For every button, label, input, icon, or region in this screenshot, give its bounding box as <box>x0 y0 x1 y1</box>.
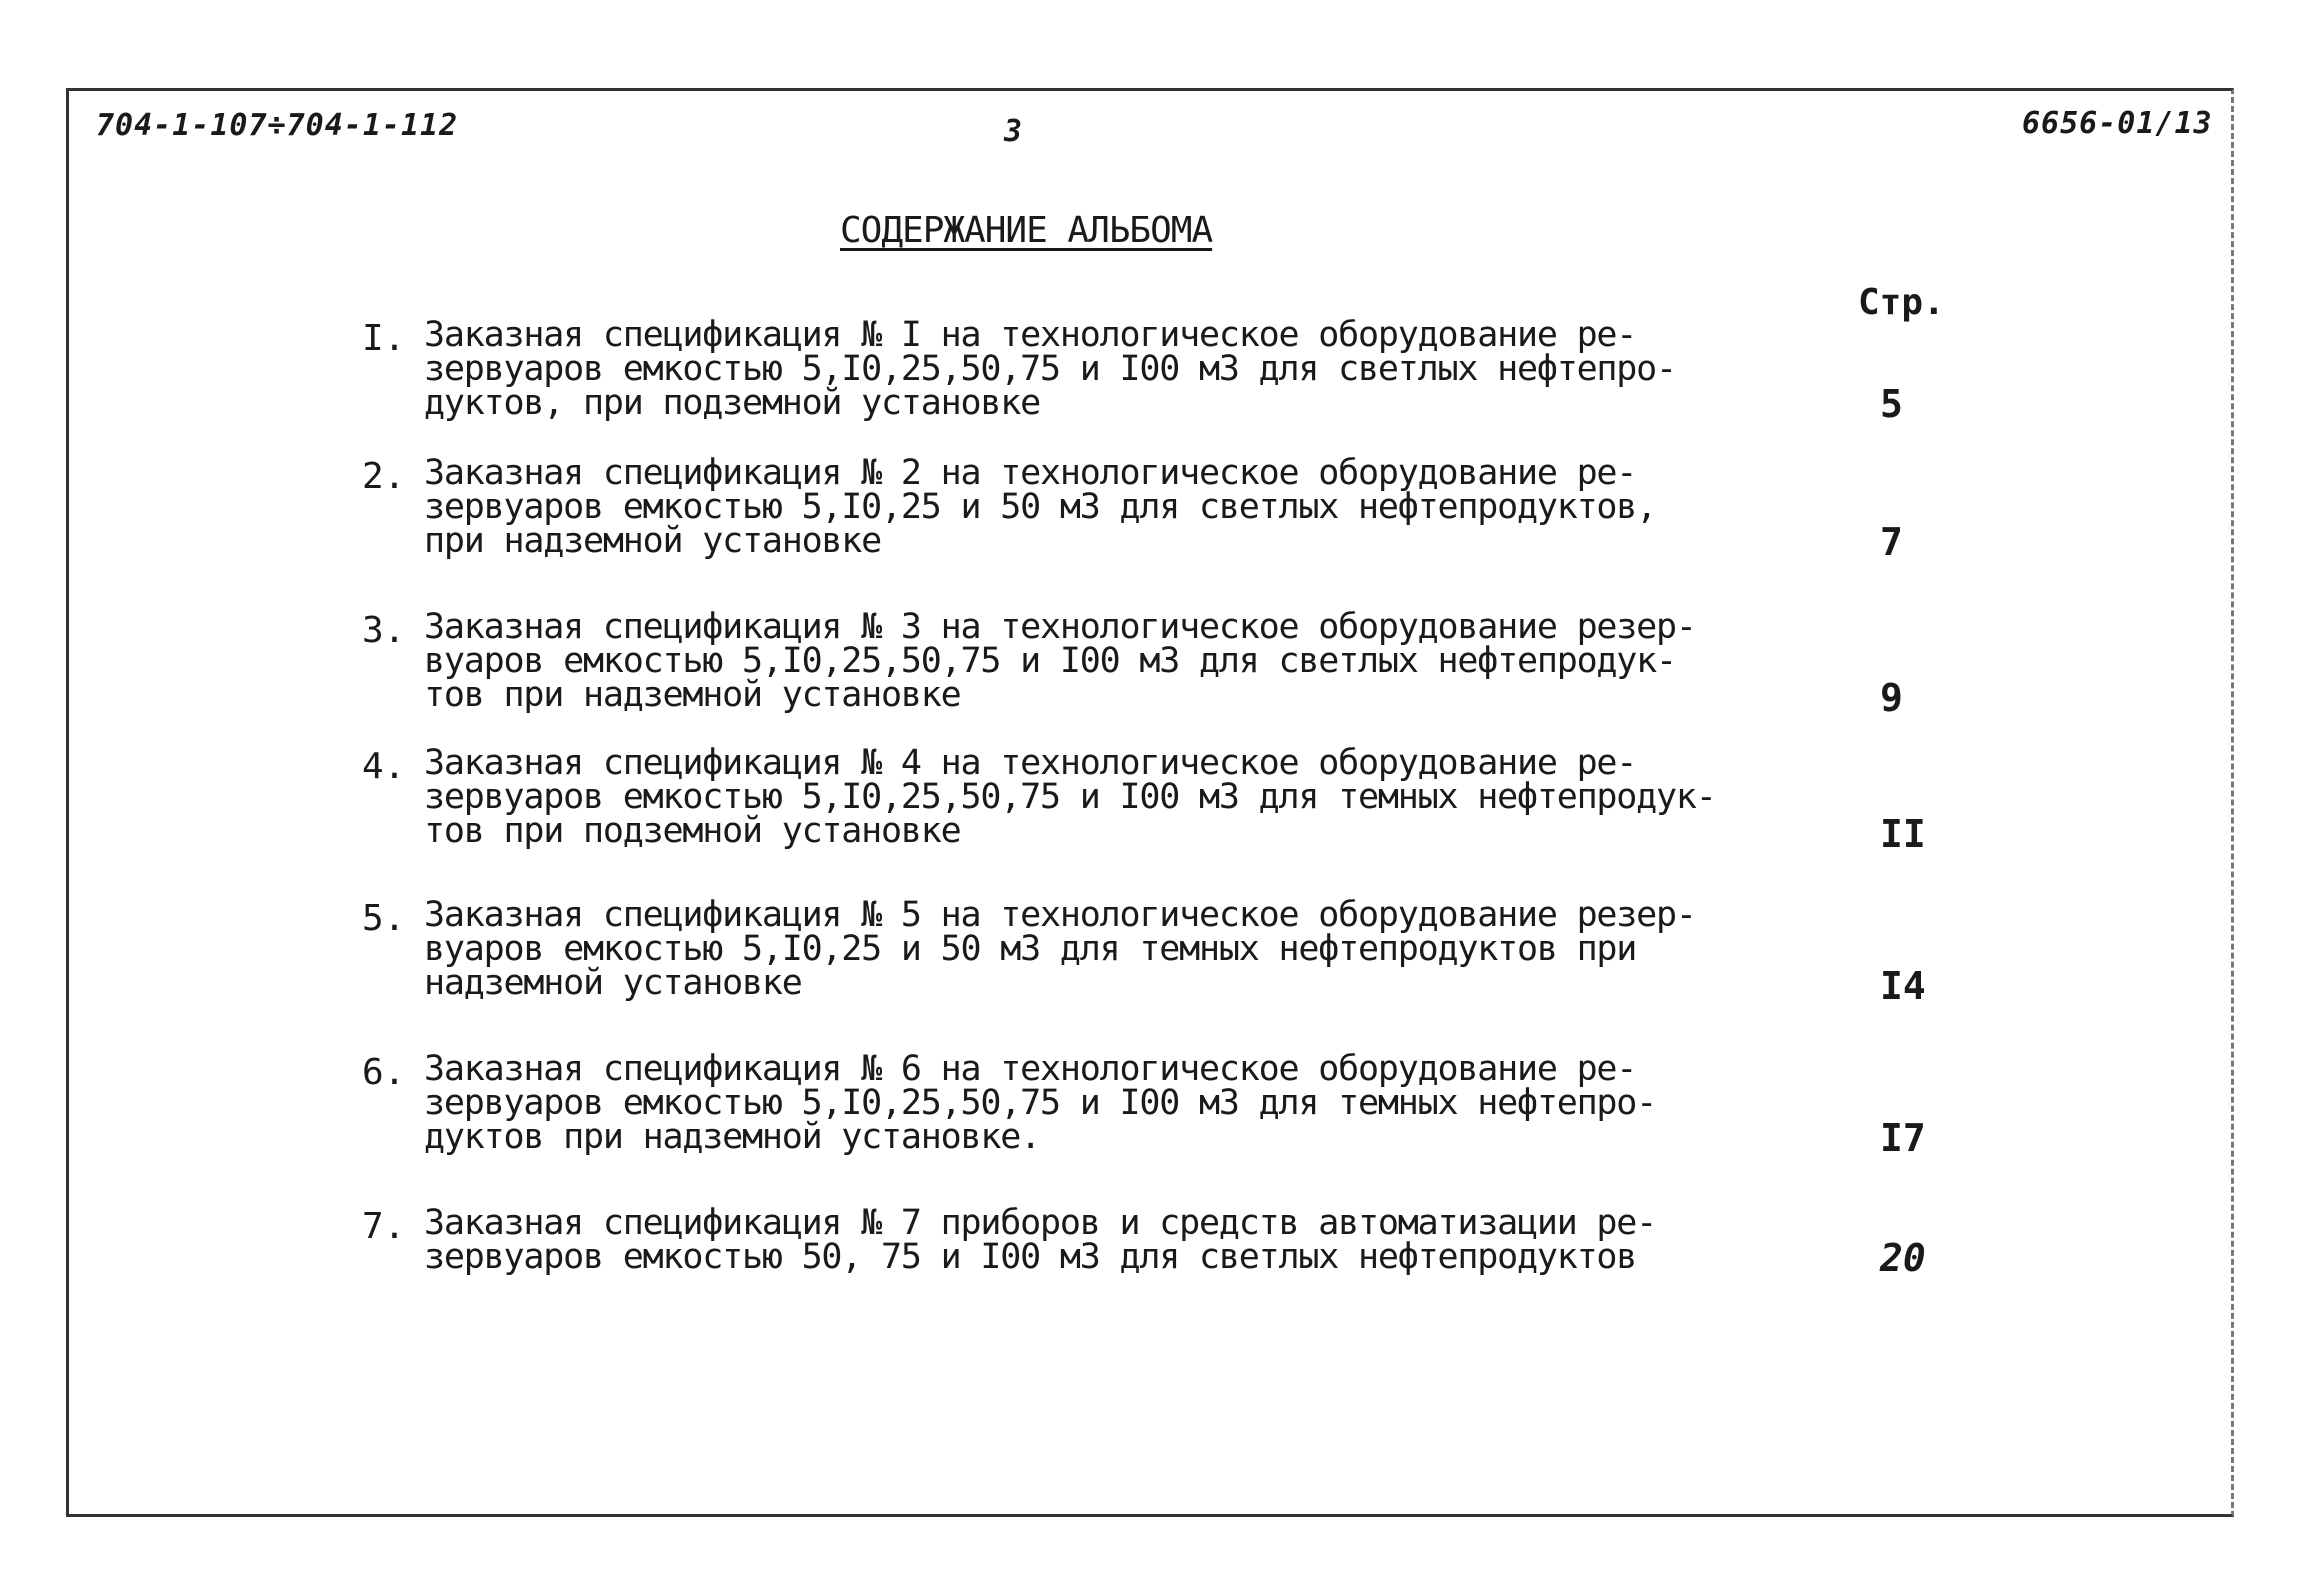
toc-entry-line: Заказная спецификация № 3 на технологическое оборудование резер- <box>424 607 1696 647</box>
toc-entry-number: 5. <box>362 898 406 939</box>
document-code-right: 6656-01/13 <box>2022 106 2213 141</box>
toc-entry-line: дуктов при надземной установке. <box>424 1117 1041 1157</box>
toc-entry-line: зервуаров емкостью 50, 75 и I00 м3 для светлых нефтепродуктов <box>424 1237 1637 1277</box>
toc-entry-page: 20 <box>1880 1236 1926 1280</box>
toc-entry-text <box>424 607 1696 715</box>
toc-entry-text <box>424 895 1696 1003</box>
toc-entry-text <box>424 743 1716 851</box>
toc-entry-line: надземной установке <box>424 963 802 1003</box>
toc-entry-page: I7 <box>1880 1116 1926 1160</box>
toc-entry-number: 3. <box>362 610 406 651</box>
toc-entry-number: 2. <box>362 456 406 497</box>
page-column-header: Стр. <box>1858 282 1945 323</box>
toc-entry-line: вуаров емкостью 5,I0,25,50,75 и I00 м3 для светлых нефтепродук- <box>424 641 1676 681</box>
toc-entry-line: тов при подземной установке <box>424 811 961 851</box>
toc-entry-line: зервуаров емкостью 5,I0,25,50,75 и I00 м3 для светлых нефтепро- <box>424 349 1676 389</box>
toc-entry-line: Заказная спецификация № 5 на технологическое оборудование резер- <box>424 895 1696 935</box>
toc-entry-text <box>424 453 1657 561</box>
toc-entry-page: II <box>1880 812 1926 856</box>
toc-entry-text <box>424 1203 1657 1277</box>
toc-entry-page: 7 <box>1880 520 1903 564</box>
toc-entry-number: 6. <box>362 1052 406 1093</box>
toc-entry-line: при надземной установке <box>424 521 882 561</box>
page-title: СОДЕРЖАНИЕ АЛЬБОМА <box>840 210 1213 251</box>
toc-entry-number: 7. <box>362 1206 406 1247</box>
toc-entry-page: 5 <box>1880 382 1903 426</box>
toc-entry-line: дуктов, при подземной установке <box>424 383 1041 423</box>
toc-entry-line: Заказная спецификация № 7 приборов и средств автоматизации ре- <box>424 1203 1657 1243</box>
toc-entry-number: I. <box>362 318 406 359</box>
toc-entry-line: зервуаров емкостью 5,I0,25,50,75 и I00 м3 для темных нефтепро- <box>424 1083 1657 1123</box>
toc-entry-line: Заказная спецификация № 4 на технологическое оборудование ре- <box>424 743 1637 783</box>
toc-entry-line: Заказная спецификация № 6 на технологическое оборудование ре- <box>424 1049 1637 1089</box>
toc-entry-text <box>424 315 1676 423</box>
toc-entry-page: 9 <box>1880 676 1903 720</box>
toc-entry-line: зервуаров емкостью 5,I0,25 и 50 м3 для светлых нефтепродуктов, <box>424 487 1657 527</box>
toc-entry-line: Заказная спецификация № I на технологическое оборудование ре- <box>424 315 1637 355</box>
toc-entry-line: зервуаров емкостью 5,I0,25,50,75 и I00 м3 для темных нефтепродук- <box>424 777 1716 817</box>
toc-entry-line: вуаров емкостью 5,I0,25 и 50 м3 для темных нефтепродуктов при <box>424 929 1637 969</box>
document-code-left: 704-1-107÷704-1-112 <box>96 108 459 143</box>
page-number: 3 <box>1004 114 1024 149</box>
toc-entry-text <box>424 1049 1657 1157</box>
toc-entry-number: 4. <box>362 746 406 787</box>
toc-entry-line: тов при надземной установке <box>424 675 961 715</box>
toc-entry-page: I4 <box>1880 964 1926 1008</box>
toc-entry-line: Заказная спецификация № 2 на технологическое оборудование ре- <box>424 453 1637 493</box>
